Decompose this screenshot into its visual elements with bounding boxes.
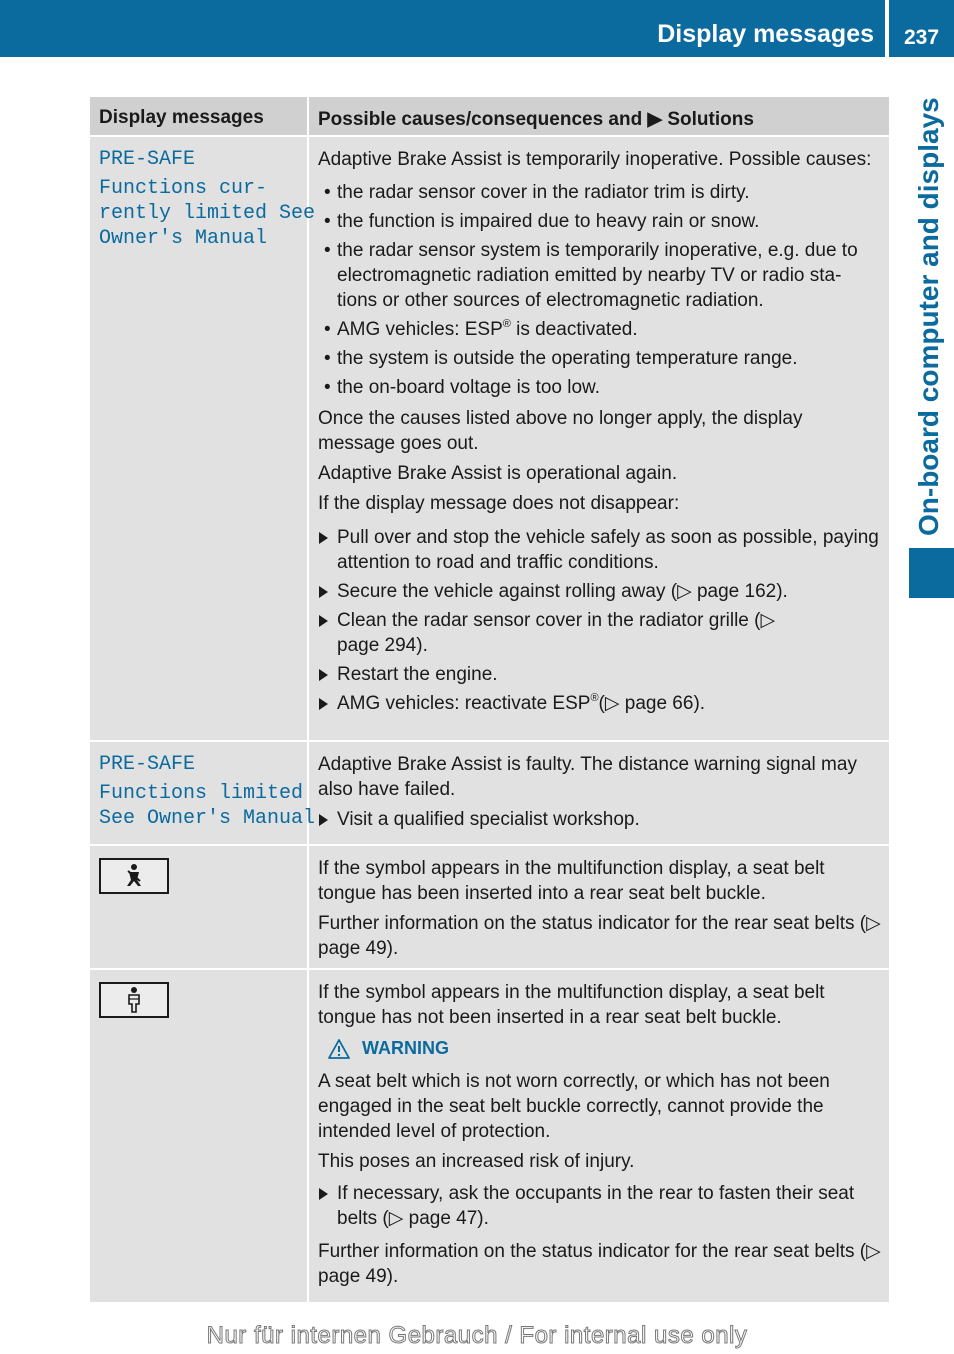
table-row [90, 742, 889, 846]
causes-cell [309, 970, 889, 1302]
table-row [90, 970, 889, 1304]
solution-step: Secure the vehicle against rolling away (▷ page 162). [318, 579, 881, 604]
paragraph: This poses an increased risk of injury. [318, 1151, 635, 1172]
message-title: PRE-SAFE [99, 148, 196, 171]
display-symbol [90, 846, 309, 968]
causes-cell [309, 742, 889, 844]
paragraph: A seat belt which is not worn correctly, or which has not been engaged in the seat belt buckle correctly, cannot provide the intended level of protection. [318, 1071, 830, 1142]
display-message [90, 742, 316, 844]
cause-bullet-text: AMG vehicles: ESP [337, 319, 503, 340]
solution-step: Clean the radar sensor cover in the radiator grille (▷ page 294). [318, 608, 881, 658]
table-row [90, 846, 889, 970]
cause-bullet: • the system is outside the operating temperature range. [318, 346, 881, 371]
page-title: Display messages [657, 20, 874, 48]
paragraph: Adaptive Brake Assist is operational again. [318, 463, 678, 484]
seat-belt-fastened-icon [99, 858, 169, 894]
registered-mark: ® [590, 692, 599, 704]
solution-step [318, 691, 881, 716]
registered-mark: ® [502, 318, 511, 330]
cause-bullet-tail: is deactivated. [510, 319, 638, 340]
warning-heading [328, 1036, 881, 1061]
cause-bullet [318, 317, 881, 342]
solution-step: If necessary, ask the occupants in the rear to fasten their seat belts (▷ page 47). [318, 1181, 881, 1231]
paragraph: If the symbol appears in the multifunction display, a seat belt tongue has not been inserted in a rear seat belt buckle. [318, 982, 825, 1028]
warning-triangle-icon [328, 1039, 350, 1059]
seat-belt-unfastened-icon [99, 982, 169, 1018]
watermark: Nur für internen Gebrauch / For internal use only [206, 1322, 748, 1349]
cause-intro: Adaptive Brake Assist is temporarily inoperative. Possible causes: [318, 149, 872, 170]
paragraph: Adaptive Brake Assist is faulty. The distance warning signal may also have failed. [318, 754, 857, 800]
paragraph: Further information on the status indicator for the rear seat belts (▷ page 49). [318, 913, 881, 959]
message-title: PRE-SAFE [99, 753, 196, 776]
section-tab-label: On-board computer and displays [913, 97, 944, 536]
causes-cell [309, 846, 889, 968]
message-text: Functions limited See Owner's Manual [99, 782, 316, 830]
cause-bullet: • the on-board voltage is too low. [318, 375, 881, 400]
column-header-messages: Display messages [90, 97, 309, 135]
warning-label: WARNING [362, 1038, 449, 1058]
display-message [90, 137, 316, 740]
paragraph: If the display message does not disappear: [318, 493, 680, 514]
cause-bullet: • the function is impaired due to heavy rain or snow. [318, 209, 881, 234]
causes-cell [309, 137, 889, 740]
cause-bullet: • the radar sensor cover in the radiator trim is dirty. [318, 180, 881, 205]
paragraph: If the symbol appears in the multifunction display, a seat belt tongue has been inserted into a rear seat belt buckle. [318, 858, 825, 904]
solution-step: Pull over and stop the vehicle safely as soon as possible, paying attention to road and traffic conditions. [318, 525, 881, 575]
message-text: Functions cur‐ rently limited See Owner's Manual [99, 177, 316, 250]
solution-step: Visit a qualified specialist workshop. [318, 807, 881, 832]
table-header-row [90, 97, 889, 137]
solution-step-tail: (▷ page 66). [598, 693, 706, 714]
table-row [90, 137, 889, 742]
paragraph: Further information on the status indicator for the rear seat belts (▷ page 49). [318, 1241, 881, 1287]
page-number: 237 [903, 26, 940, 49]
cause-bullet: • the radar sensor system is temporarily inoperative, e.g. due to electromagnetic radiation emitted by nearby TV or radio sta-tions or other sources of electromagnetic radiation. [318, 238, 881, 313]
solution-step: Restart the engine. [318, 662, 881, 687]
solution-step-text: AMG vehicles: reactivate ESP [337, 693, 591, 714]
paragraph: Once the causes listed above no longer apply, the display message goes out. [318, 408, 803, 454]
section-tab-marker [909, 548, 954, 598]
display-messages-table [90, 97, 889, 1304]
display-symbol [90, 970, 309, 1302]
column-header-causes: Possible causes/consequences and ▶ Solutions [318, 109, 754, 130]
